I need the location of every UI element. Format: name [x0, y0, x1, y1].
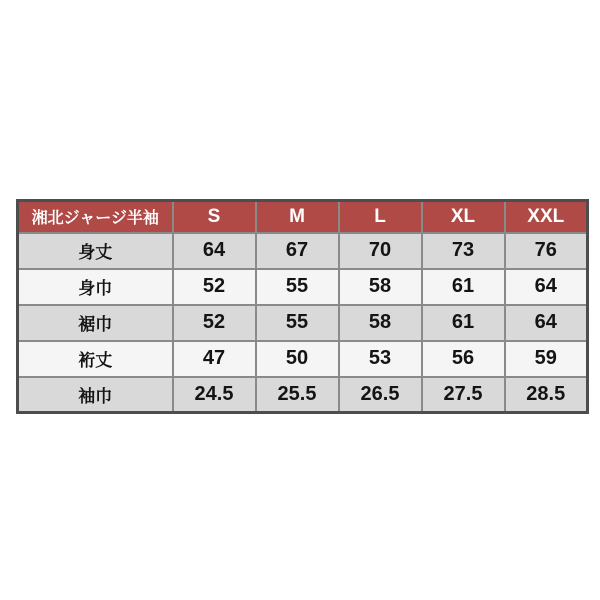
size-column-header: M: [256, 201, 339, 233]
measurement-value: 52: [173, 269, 256, 305]
measurement-label: 袖巾: [18, 377, 173, 413]
size-chart-head: [18, 201, 588, 233]
measurement-label: 裄丈: [18, 341, 173, 377]
measurement-value: 26.5: [339, 377, 422, 413]
measurement-value: 55: [256, 269, 339, 305]
measurement-value: 59: [505, 341, 588, 377]
size-chart-head-row: [18, 201, 588, 233]
measurement-value: 27.5: [422, 377, 505, 413]
measurement-value: 67: [256, 233, 339, 269]
table-title-cell: 湘北ジャージ半袖: [18, 201, 173, 233]
measurement-value: 58: [339, 305, 422, 341]
measurement-value: 73: [422, 233, 505, 269]
size-chart-body: [18, 233, 588, 413]
table-row: [18, 341, 588, 377]
measurement-value: 55: [256, 305, 339, 341]
size-column-header: XXL: [505, 201, 588, 233]
measurement-value: 64: [505, 269, 588, 305]
table-row: [18, 377, 588, 413]
measurement-label: 裾巾: [18, 305, 173, 341]
measurement-value: 25.5: [256, 377, 339, 413]
size-chart: [16, 199, 587, 414]
size-column-header: L: [339, 201, 422, 233]
measurement-label: 身丈: [18, 233, 173, 269]
measurement-value: 58: [339, 269, 422, 305]
size-chart-table: [16, 199, 589, 414]
measurement-value: 76: [505, 233, 588, 269]
measurement-value: 61: [422, 305, 505, 341]
measurement-value: 24.5: [173, 377, 256, 413]
measurement-value: 52: [173, 305, 256, 341]
size-column-header: XL: [422, 201, 505, 233]
measurement-label: 身巾: [18, 269, 173, 305]
measurement-value: 61: [422, 269, 505, 305]
measurement-value: 64: [173, 233, 256, 269]
measurement-value: 64: [505, 305, 588, 341]
measurement-value: 53: [339, 341, 422, 377]
measurement-value: 47: [173, 341, 256, 377]
table-row: [18, 233, 588, 269]
measurement-value: 28.5: [505, 377, 588, 413]
table-row: [18, 305, 588, 341]
measurement-value: 56: [422, 341, 505, 377]
measurement-value: 70: [339, 233, 422, 269]
size-column-header: S: [173, 201, 256, 233]
table-row: [18, 269, 588, 305]
measurement-value: 50: [256, 341, 339, 377]
